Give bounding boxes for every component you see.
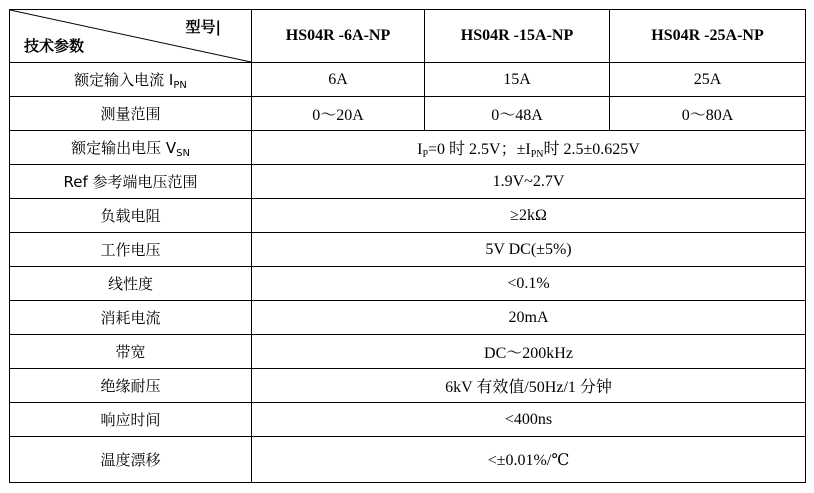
merged-value-cell: DC～200kHz [252, 335, 806, 369]
table-row [10, 369, 806, 403]
table-row [10, 267, 806, 301]
model-header-15a: HS04R -15A-NP [425, 10, 610, 63]
table-row [10, 403, 806, 437]
param-label: 温度漂移 [10, 437, 252, 483]
param-label: 带宽 [10, 335, 252, 369]
param-label: 工作电压 [10, 233, 252, 267]
value-cell: 6A [252, 63, 425, 97]
merged-value-cell: ≥2kΩ [252, 199, 806, 233]
model-header-6a: HS04R -6A-NP [252, 10, 425, 63]
header-row [10, 10, 806, 63]
value-cell: 0～80A [610, 97, 806, 131]
corner-param-label: 技术参数 [24, 37, 85, 55]
param-label: 消耗电流 [10, 301, 252, 335]
merged-value-cell: <±0.01%/℃ [252, 437, 806, 483]
param-label: 绝缘耐压 [10, 369, 252, 403]
model-header-25a: HS04R -25A-NP [610, 10, 806, 63]
table-row [10, 301, 806, 335]
merged-value-cell: 5V DC(±5%) [252, 233, 806, 267]
value-cell: 15A [425, 63, 610, 97]
table-row [10, 131, 806, 165]
param-label: 额定输出电压 $V_{SN}$ [10, 131, 252, 165]
merged-value-cell: 6kV 有效值/50Hz/1 分钟 [252, 369, 806, 403]
merged-value-cell: <0.1% [252, 267, 806, 301]
merged-value-cell: <400ns [252, 403, 806, 437]
param-label: 负载电阻 [10, 199, 252, 233]
table-row [10, 199, 806, 233]
value-cell: 25A [610, 63, 806, 97]
corner-cell [10, 10, 252, 63]
merged-value-cell: 20mA [252, 301, 806, 335]
table-row [10, 165, 806, 199]
table-row [10, 437, 806, 483]
param-label: 测量范围 [10, 97, 252, 131]
param-label: Ref 参考端电压范围 [10, 165, 252, 199]
value-cell: 0～20A [252, 97, 425, 131]
table-row [10, 335, 806, 369]
table-row [10, 63, 806, 97]
table-row [10, 233, 806, 267]
table-row [10, 97, 806, 131]
merged-value-cell: 1.9V~2.7V [252, 165, 806, 199]
corner-model-label: 型号| [185, 18, 221, 36]
value-cell: 0～48A [425, 97, 610, 131]
spec-table [9, 9, 806, 483]
merged-value-cell: $I_P=0$ 时 2.5V；$\pm I_{PN}$时 2.5±0.625V [252, 131, 806, 165]
param-label: 响应时间 [10, 403, 252, 437]
param-label: 额定输入电流 $I_{PN}$ [10, 63, 252, 97]
param-label: 线性度 [10, 267, 252, 301]
